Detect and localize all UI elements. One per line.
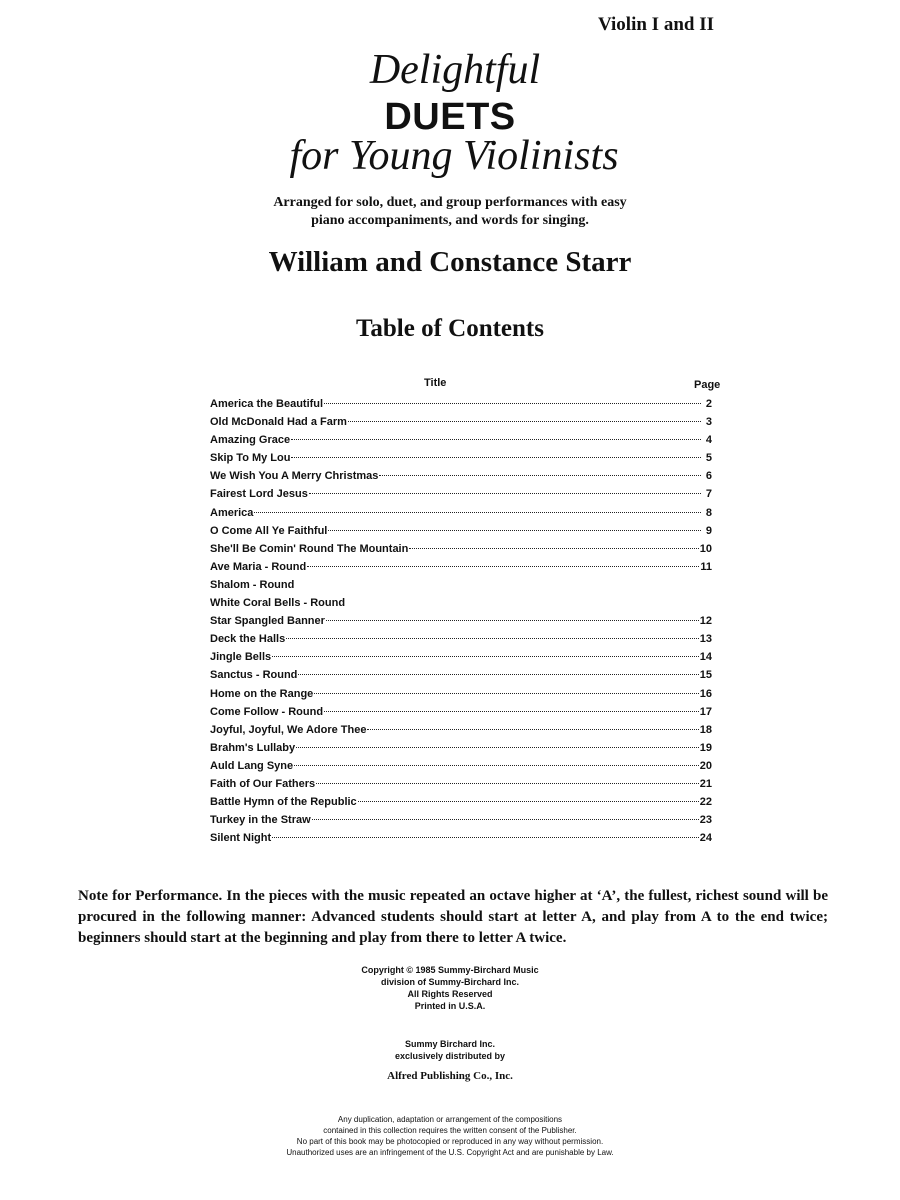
- toc-entry-page: 21: [699, 777, 712, 790]
- toc-entry-page: 8: [705, 506, 712, 519]
- legal-notice: [0, 1114, 900, 1158]
- toc-entry-title: Star Spangled Banner: [210, 615, 325, 628]
- toc-leader-dots: [307, 566, 699, 567]
- toc-entry-page: 4: [705, 434, 712, 447]
- subtitle: [200, 194, 700, 230]
- toc-entry: [210, 434, 712, 452]
- publisher: Alfred Publishing Co., Inc.: [387, 1070, 513, 1082]
- toc-entry-page: 22: [699, 796, 712, 809]
- toc-entry-page: 16: [699, 687, 712, 700]
- toc-entry: [210, 488, 712, 506]
- toc-entry: [210, 561, 712, 579]
- toc-entry-title: Ave Maria - Round: [210, 560, 307, 573]
- toc-entry: [210, 742, 712, 760]
- toc-entry: [210, 507, 712, 525]
- toc-entry-title: Faith of Our Fathers: [210, 777, 316, 790]
- copyright-line: Printed in U.S.A.: [414, 1001, 486, 1011]
- toc-entry-title: Auld Lang Syne: [210, 759, 294, 772]
- toc-entry-page: 18: [699, 723, 712, 736]
- toc-entry-page: 10: [699, 542, 712, 555]
- toc-entry-page: 6: [705, 470, 712, 483]
- distribution-line: exclusively distributed by: [394, 1051, 506, 1061]
- toc-entry-page: 5: [705, 452, 712, 465]
- toc-entry-title: Joyful, Joyful, We Adore Thee: [210, 723, 367, 736]
- toc-entry-title: Battle Hymn of the Republic: [210, 796, 357, 809]
- toc-entry-title: O Come All Ye Faithful: [210, 524, 328, 537]
- toc-leader-dots: [291, 457, 701, 458]
- toc-entry-page: 7: [705, 488, 712, 501]
- toc-leader-dots: [409, 548, 698, 549]
- toc-entry-page: 12: [699, 615, 712, 628]
- toc-entry-page: 13: [699, 633, 712, 646]
- toc-entry: [210, 688, 712, 706]
- toc-entry-title: She'll Be Comin' Round The Mountain: [210, 542, 409, 555]
- toc-leader-dots: [312, 819, 699, 820]
- toc-leader-dots: [272, 837, 699, 838]
- toc-entry: [210, 543, 712, 561]
- toc-leader-dots: [298, 674, 698, 675]
- toc-entry: [210, 706, 712, 724]
- toc-entry-title: Fairest Lord Jesus: [210, 488, 308, 501]
- toc-leader-dots: [296, 747, 699, 748]
- toc-entry-title: Sanctus - Round: [210, 669, 298, 682]
- copyright-line: All Rights Reserved: [407, 989, 493, 999]
- toc-entry: [210, 525, 712, 543]
- legal-line: Any duplication, adaptation or arrangement of the compositions: [337, 1115, 563, 1124]
- toc-entry-title: White Coral Bells - Round: [210, 597, 346, 610]
- toc-entry-page: 19: [699, 741, 712, 754]
- toc-entry: [210, 470, 712, 488]
- toc-leader-dots: [328, 530, 701, 531]
- toc-entry: [210, 597, 712, 615]
- toc-entry-title: America the Beautiful: [210, 398, 324, 410]
- toc-leader-dots: [291, 439, 701, 440]
- performance-note: Note for Performance. In the pieces with the music repeated an octave higher at ‘A’, the fullest, richest sound will be procured in the following manner: Advanced students should start at letter A, and play from A to the end twice; beginners should start at the beginning and play from there to letter A twice.: [78, 888, 828, 946]
- toc-entry-page: 15: [699, 669, 712, 682]
- toc-entry: [210, 416, 712, 434]
- subtitle-line: piano accompaniments, and words for singing.: [311, 213, 589, 228]
- copyright-block: [0, 964, 900, 1012]
- distribution-line: Summy Birchard Inc.: [404, 1039, 496, 1049]
- subtitle-line: Arranged for solo, duet, and group performances with easy: [273, 195, 627, 210]
- toc-entry-page: 23: [699, 814, 712, 827]
- toc-entry-page: 24: [699, 832, 712, 845]
- toc-leader-dots: [324, 403, 701, 404]
- toc-entry-page: 17: [699, 705, 712, 718]
- toc-leader-dots: [314, 693, 698, 694]
- toc-entry: [210, 724, 712, 742]
- toc-entry: [210, 398, 712, 416]
- edition-label: Violin I and II: [598, 14, 714, 35]
- book-title-line-1: Delightful: [369, 47, 541, 93]
- toc-entry-title: Brahm's Lullaby: [210, 741, 296, 754]
- toc-entry-title: We Wish You A Merry Christmas: [210, 470, 379, 483]
- toc-entry: [210, 651, 712, 669]
- toc-column-page: Page: [694, 379, 721, 391]
- toc-entry: [210, 778, 712, 796]
- toc-entry-page: 2: [705, 398, 712, 410]
- toc-leader-dots: [316, 783, 699, 784]
- toc-list: [210, 398, 712, 850]
- distribution-block: [0, 1038, 900, 1062]
- copyright-line: division of Summy-Birchard Inc.: [380, 977, 520, 987]
- toc-entry-title: Amazing Grace: [210, 434, 291, 447]
- toc-entry: [210, 452, 712, 470]
- toc-entry-page: 20: [699, 759, 712, 772]
- toc-leader-dots: [348, 421, 701, 422]
- toc-entry: [210, 579, 712, 597]
- toc-entry-title: Home on the Range: [210, 687, 314, 700]
- toc-entry-title: Shalom - Round: [210, 578, 295, 591]
- toc-entry: [210, 814, 712, 832]
- toc-entry-title: Come Follow - Round: [210, 705, 324, 718]
- toc-column-title: Title: [424, 377, 447, 389]
- toc-leader-dots: [326, 620, 699, 621]
- toc-leader-dots: [286, 638, 699, 639]
- toc-entry: [210, 832, 712, 850]
- toc-leader-dots: [324, 711, 699, 712]
- legal-line: No part of this book may be photocopied or reproduced in any way without permission.: [296, 1137, 604, 1146]
- toc-leader-dots: [379, 475, 701, 476]
- toc-entry-title: Old McDonald Had a Farm: [210, 416, 347, 429]
- toc-entry: [210, 615, 712, 633]
- toc-leader-dots: [367, 729, 698, 730]
- legal-line: Unauthorized uses are an infringement of the U.S. Copyright Act and are punishable by Law.: [286, 1148, 614, 1157]
- toc-entry-title: America: [210, 506, 254, 519]
- copyright-line: Copyright © 1985 Summy-Birchard Music: [361, 965, 539, 975]
- toc-leader-dots: [358, 801, 699, 802]
- toc-entry-page: 3: [705, 416, 712, 429]
- book-title-line-3: for Young Violinists: [289, 133, 619, 179]
- toc-leader-dots: [254, 512, 701, 513]
- toc-entry-page: 9: [705, 524, 712, 537]
- toc-entry: [210, 633, 712, 651]
- authors: William and Constance Starr: [268, 246, 632, 278]
- toc-entry-title: Jingle Bells: [210, 651, 272, 664]
- legal-line: contained in this collection requires the written consent of the Publisher.: [323, 1126, 577, 1135]
- toc-entry: [210, 760, 712, 778]
- toc-entry-title: Turkey in the Straw: [210, 814, 311, 827]
- toc-entry-title: Skip To My Lou: [210, 452, 291, 465]
- toc-entry: [210, 669, 712, 687]
- toc-entry-title: Deck the Halls: [210, 633, 286, 646]
- toc-entry-title: Silent Night: [210, 832, 272, 845]
- toc-entry-page: 14: [699, 651, 712, 664]
- toc-entry-page: 11: [700, 560, 712, 573]
- toc-entry: [210, 796, 712, 814]
- toc-heading: Table of Contents: [356, 315, 544, 342]
- toc-leader-dots: [309, 493, 701, 494]
- book-title-line-2: DUETS: [384, 96, 516, 138]
- toc-leader-dots: [294, 765, 699, 766]
- toc-leader-dots: [272, 656, 699, 657]
